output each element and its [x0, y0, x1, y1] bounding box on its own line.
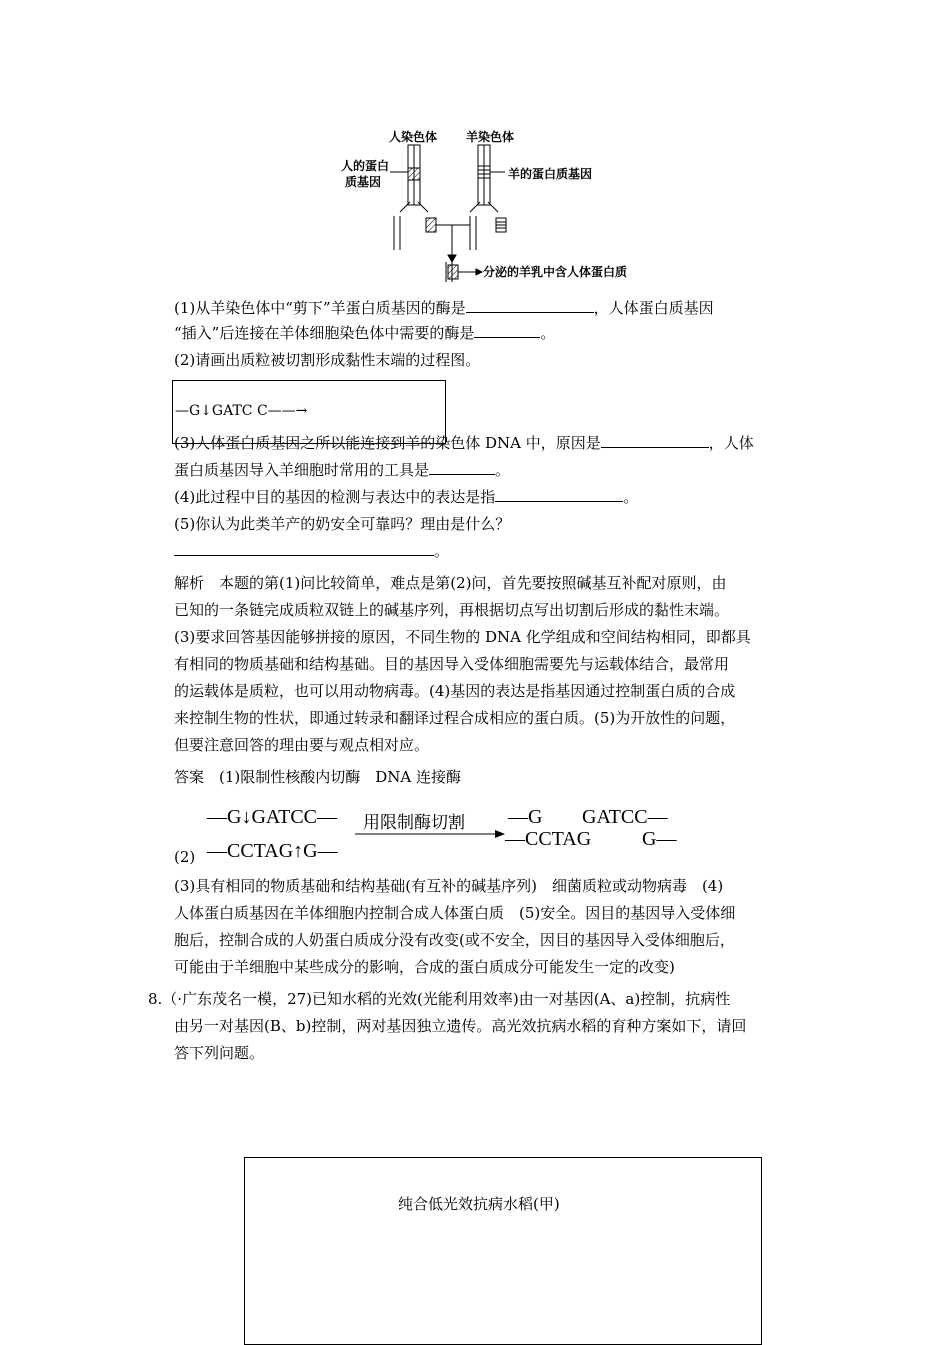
question-1-line-1: (1)从羊染色体中“剪下”羊蛋白质基因的酶是 ，人体蛋白质基因	[174, 299, 714, 317]
sheep-gene-label: 羊的蛋白质基因	[508, 167, 593, 181]
sheep-chromosome-label: 羊染色体	[466, 130, 515, 144]
answer-q2-label: (2)	[174, 848, 196, 866]
answer-line-1: 答案 (1)限制性核酸内切酶 DNA 连接酶	[174, 768, 462, 786]
product-top-left: —G	[508, 806, 543, 828]
q2-box-strand: —G↓GATC C——→	[175, 403, 308, 419]
analysis-line: 已知的一条链完成质粒双链上的碱基序列，再根据切点写出切割后形成的黏性末端。	[174, 601, 730, 619]
answer-blank	[466, 298, 594, 313]
question-3-line-1: (3)人体蛋白质基因之所以能连接到羊的染色体 DNA 中，原因是 ，人体	[174, 434, 754, 452]
answer-line: 胞后，控制合成的人奶蛋白质成分没有改变(或不安全，因目的基因导入受体细胞后，	[174, 931, 735, 949]
human-chromosome-shape	[408, 145, 420, 205]
answer-line: 可能由于羊细胞中某些成分的影响，合成的蛋白质成分可能发生一定的改变)	[174, 958, 675, 976]
human-chromosome-label: 人染色体	[389, 130, 438, 144]
question-8-line: 答下列问题。	[174, 1044, 265, 1062]
analysis-line: 解析 本题的第(1)问比较简单，难点是第(2)问，首先要按照碱基互补配对原则，由	[174, 574, 727, 592]
result-label: 分泌的羊乳中含人体蛋白质	[483, 265, 628, 279]
product-bottom-left: —CCTAG	[505, 828, 592, 850]
answer-blank	[429, 460, 495, 475]
question-5: (5)你认为此类羊产的奶安全可靠吗？理由是什么？	[174, 515, 511, 533]
question-2: (2)请画出质粒被切割形成黏性末端的过程图。	[174, 351, 481, 369]
answer-blank	[495, 487, 623, 502]
fragments	[394, 216, 506, 250]
product-bottom-right: G—	[642, 828, 677, 850]
sheep-chromosome-shape	[478, 145, 505, 205]
result-chromosome	[446, 262, 482, 282]
cut-arrow	[355, 828, 505, 840]
product-top-right: GATCC—	[582, 806, 668, 828]
analysis-line: 的运载体是质粒，也可以用动物病毒。(4)基因的表达是指基因通过控制蛋白质的合成	[174, 682, 736, 700]
answer-line: (3)具有相同的物质基础和结构基础(有互补的碱基序列) 细菌质粒或动物病毒 (4)	[174, 877, 724, 895]
cut-arrow-label: 用限制酶切割	[363, 813, 465, 833]
analysis-line: (3)要求回答基因能够拼接的原因，不同生物的 DNA 化学组成和空间结构相同，即都具	[174, 628, 751, 646]
analysis-line: 来控制生物的性状，即通过转录和翻译过程合成相应的蛋白质。(5)为开放性的问题，	[174, 709, 736, 727]
answer-line: 人体蛋白质基因在羊体细胞内控制合成人体蛋白质 (5)安全。因目的基因导入受体细	[174, 904, 736, 922]
strand-bottom: —CCTAG↑G—	[207, 840, 338, 862]
answer-blank	[601, 433, 709, 448]
strand-top: —G↓GATCC—	[207, 806, 338, 828]
question-1-line-2: “插入”后连接在羊体细胞染色体中需要的酶是 。	[174, 324, 556, 342]
breeding-scheme-text: 纯合低光效抗病水稻(甲)	[398, 1195, 560, 1213]
answer-blank	[474, 323, 540, 338]
question-8-line: 由另一对基因(B、b)控制，两对基因独立遗传。高光效抗病水稻的育种方案如下，请回	[174, 1017, 747, 1035]
analysis-line: 有相同的物质基础和结构基础。目的基因导入受体细胞需要先与运载体结合，最常用	[174, 655, 730, 673]
question-5-answer-line: 。	[174, 541, 449, 561]
answer-blank	[174, 541, 434, 556]
join-lines	[436, 225, 470, 262]
breeding-scheme-box	[244, 1157, 762, 1345]
analysis-line: 但要注意回答的理由要与观点相对应。	[174, 736, 430, 754]
human-gene-label-2: 质基因	[345, 175, 382, 189]
human-gene-label-1: 人的蛋白	[341, 159, 390, 173]
question-3-line-2: 蛋白质基因导入羊细胞时常用的工具是 。	[174, 461, 511, 479]
question-8-line: 8.（·广东茂名一模，27)已知水稻的光效(光能利用效率)由一对基因(A、a)控制，抗病性	[148, 990, 731, 1008]
question-4: (4)此过程中目的基因的检测与表达中的表达是指 。	[174, 488, 639, 506]
